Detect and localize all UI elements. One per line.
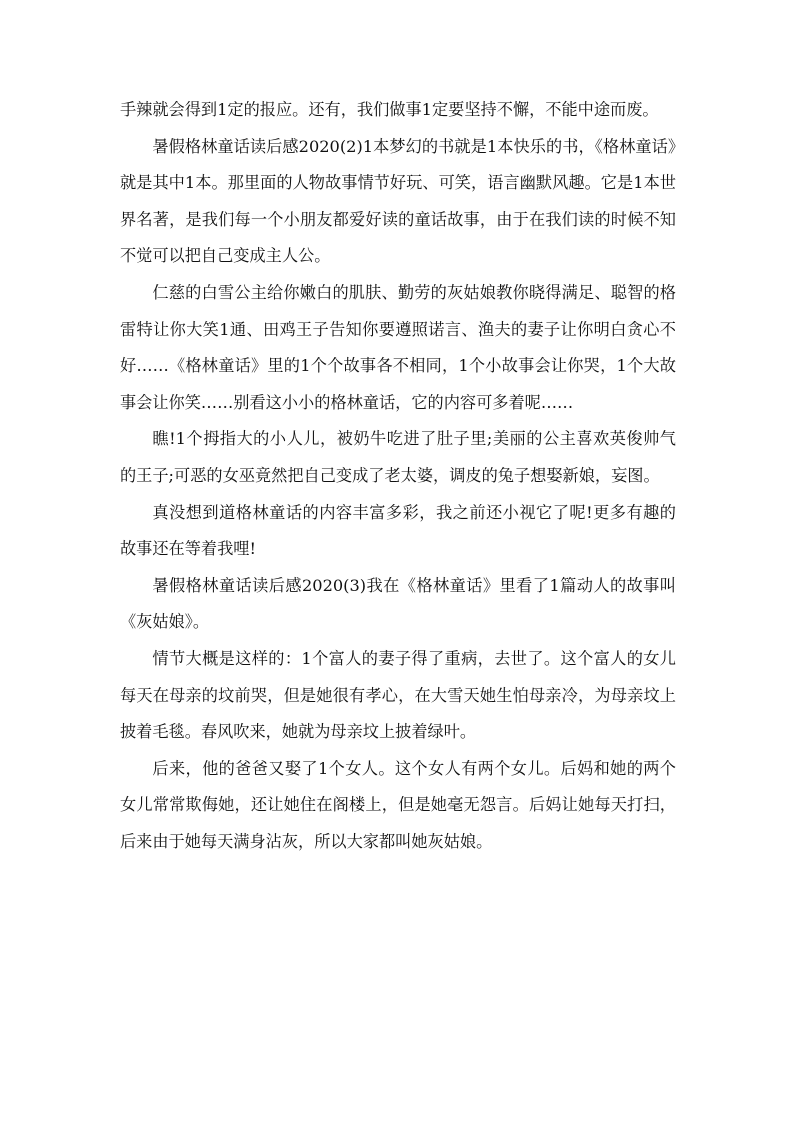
- paragraph-3: 仁慈的白雪公主给你嫩白的肌肤、勤劳的灰姑娘教你晓得满足、聪智的格雷特让你大笑1通、田鸡王子告知你要遵照诺言、渔夫的妻子让你明白贪心不好……《格林童话》里的1个个故事各不相同，1个小故事会让你哭，1个大故事会让你笑……别看这小小的格林童话，它的内容可多着呢……: [120, 282, 676, 412]
- document-body: [120, 92, 676, 860]
- paragraph-8: 后来，他的爸爸又娶了1个女人。这个女人有两个女儿。后妈和她的两个女儿常常欺侮她，还让她住在阁楼上，但是她毫无怨言。后妈让她每天打扫，后来由于她每天满身沾灰，所以大家都叫她灰姑娘。: [120, 758, 676, 851]
- paragraph-1: 手辣就会得到1定的报应。还有，我们做事1定要坚持不懈，不能中途而废。: [120, 100, 659, 119]
- paragraph-6: 暑假格林童话读后感2020(3)我在《格林童话》里看了1篇动人的故事叫《灰姑娘》。: [120, 575, 676, 632]
- paragraph-2: 暑假格林童话读后感2020(2)1本梦幻的书就是1本快乐的书，《格林童话》就是其中1本。那里面的人物故事情节好玩、可笑，语言幽默风趣。它是1本世界名著，是我们每一个小朋友都爱好读的童话故事，由于在我们读的时候不知不觉可以把自己变成主人公。: [120, 136, 676, 266]
- paragraph-7: 情节大概是这样的：1个富人的妻子得了重病，去世了。这个富人的女儿每天在母亲的坟前哭，但是她很有孝心，在大雪天她生怕母亲冷，为母亲坟上披着毛毯。春风吹来，她就为母亲坟上披着绿叶。: [120, 648, 676, 742]
- paragraph-5: 真没想到道格林童话的内容丰富多彩，我之前还小视它了呢!更多有趣的故事还在等着我哩!: [120, 502, 676, 559]
- paragraph-4: 瞧!1个拇指大的小人儿，被奶牛吃进了肚子里;美丽的公主喜欢英俊帅气的王子;可恶的女巫竟然把自己变成了老太婆，调皮的兔子想娶新娘，妄图。: [120, 429, 676, 485]
